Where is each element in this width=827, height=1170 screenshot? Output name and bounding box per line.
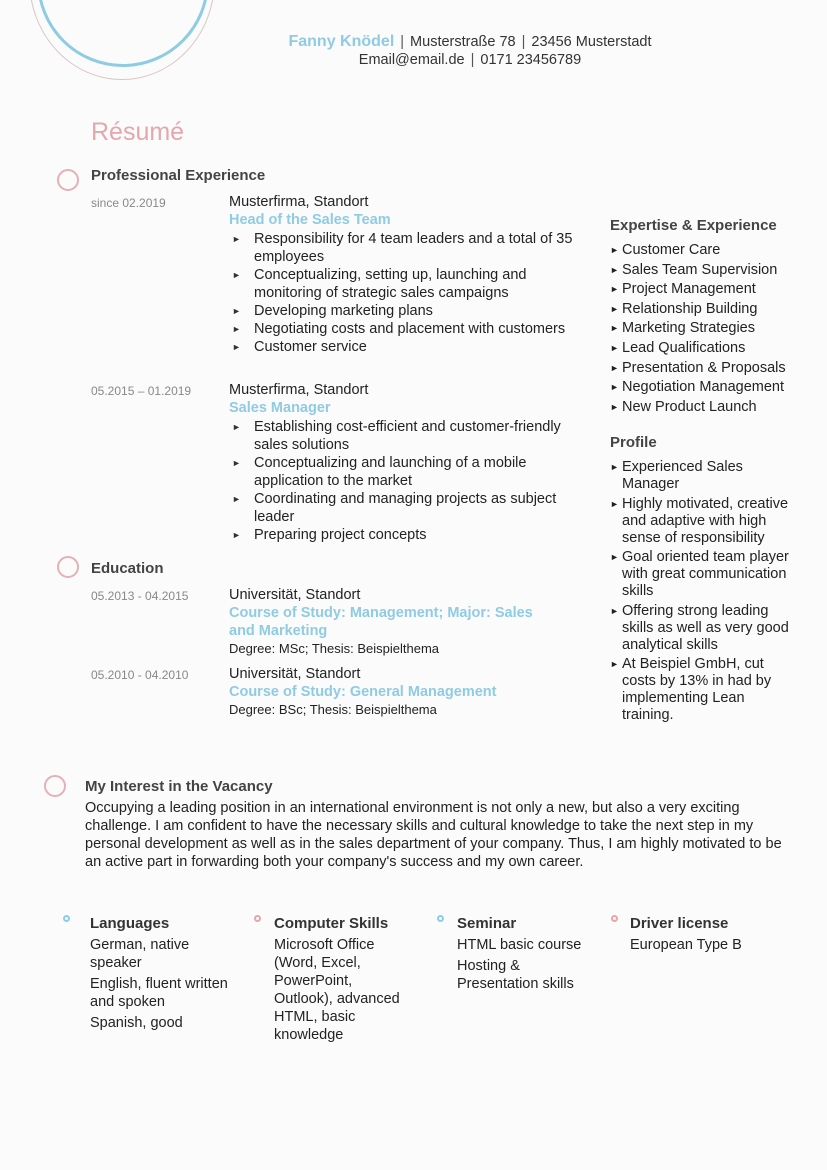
document-title: Résumé	[91, 118, 185, 146]
arrow-icon: ►	[232, 530, 241, 540]
list-item: ► Experienced Sales Manager	[610, 459, 743, 492]
arrow-icon: ►	[610, 605, 619, 616]
interest-heading: My Interest in the Vacancy	[85, 778, 273, 795]
applicant-name: Fanny Knödel	[288, 33, 395, 50]
arrow-icon: ►	[610, 659, 619, 670]
education-entry	[229, 665, 559, 719]
list-item: German, native speaker	[90, 937, 190, 971]
list-item: ► At Beispiel GmbH, cut costs by 13% in had by implementing Lean training.	[610, 656, 772, 724]
arrow-icon: ►	[232, 342, 241, 352]
bullet-dot-icon	[437, 915, 444, 922]
email: Email@email.de	[358, 52, 465, 68]
course: Course of Study: General Management	[229, 684, 497, 700]
arrow-icon: ►	[232, 422, 241, 432]
education-heading: Education	[91, 560, 164, 577]
arrow-icon: ►	[610, 342, 619, 353]
arrow-icon: ►	[610, 382, 619, 393]
separator: |	[470, 52, 475, 68]
list-item: ► Customer service	[232, 339, 367, 355]
degree: Degree: MSc; Thesis: Beispielthema	[229, 641, 440, 656]
arrow-icon: ►	[232, 234, 241, 244]
list-item: ► Sales Team Supervision	[610, 261, 778, 278]
expertise-heading: Expertise & Experience	[610, 217, 777, 234]
arrow-icon: ►	[232, 494, 241, 504]
role: Sales Manager	[229, 400, 331, 416]
arrow-icon: ►	[610, 552, 619, 563]
experience-heading: Professional Experience	[91, 167, 266, 184]
list-item: HTML, basic knowledge	[274, 1009, 356, 1043]
expertise-section	[610, 217, 800, 418]
entry-date: 05.2015 – 01.2019	[91, 384, 192, 398]
arrow-icon: ►	[610, 362, 619, 373]
list-item: ► Establishing cost-efficient and customer-friendly sales solutions	[232, 419, 561, 453]
arrow-icon: ►	[610, 401, 619, 412]
list-item: ► Negotiating costs and placement with customers	[232, 321, 566, 337]
seminar-heading: Seminar	[457, 915, 517, 932]
list-item: ► New Product Launch	[610, 398, 757, 415]
arrow-icon: ►	[610, 323, 619, 334]
education-entry	[229, 586, 559, 658]
arrow-icon: ►	[610, 284, 619, 295]
section-ring-icon	[57, 169, 79, 191]
experience-entry	[229, 381, 574, 544]
list-item: ► Relationship Building	[610, 300, 758, 317]
course: Course of Study: Management; Major: Sales and Marketing	[229, 605, 533, 639]
languages-heading: Languages	[90, 915, 170, 932]
degree: Degree: BSc; Thesis: Beispielthema	[229, 702, 437, 717]
list-item: ► Conceptualizing, setting up, launching and monitoring of strategic sales campaigns	[232, 267, 527, 301]
school: Universität, Standort	[229, 587, 361, 603]
list-item: ► Offering strong leading skills as well as very good analytical skills	[610, 602, 789, 653]
list-item: HTML basic course	[457, 937, 582, 953]
list-item: ► Conceptualizing and launching of a mobile application to the market	[232, 455, 527, 489]
arrow-icon: ►	[610, 264, 619, 275]
list-item: ► Presentation & Proposals	[610, 359, 786, 376]
languages-column	[90, 915, 235, 1035]
arrow-icon: ►	[610, 245, 619, 255]
section-ring-icon	[44, 775, 66, 797]
list-item: ► Goal oriented team player with great communication skills	[610, 549, 789, 600]
school: Universität, Standort	[229, 666, 361, 682]
city: 23456 Musterstadt	[531, 34, 652, 50]
street: Musterstraße 78	[410, 34, 516, 50]
list-item: ► Customer Care	[610, 242, 721, 258]
contact-line-1	[200, 33, 740, 51]
entry-date: 05.2010 - 04.2010	[91, 668, 189, 682]
company: Musterfirma, Standort	[229, 194, 369, 210]
seminar-column	[457, 915, 597, 996]
arrow-icon: ►	[232, 270, 241, 280]
list-item: Spanish, good	[90, 1015, 183, 1031]
list-item: ► Preparing project concepts	[232, 527, 427, 543]
computer-skills-column	[274, 915, 409, 1044]
list-item: ► Negotiation Management	[610, 379, 785, 396]
interest-text: Occupying a leading position in an international environment is not only a new, but also a very exciting challenge. I am confident to have the necessary skills and cultural knowledge to take the next step in my personal development as well as in the sales department of your company. Thus, I am highly motivated to be an active part in forwarding both your company's success and my own career.	[85, 800, 782, 870]
list-item: Hosting & Presentation skills	[457, 958, 574, 992]
bullet-dot-icon	[63, 915, 70, 922]
phone: 0171 23456789	[480, 52, 582, 68]
arrow-icon: ►	[610, 303, 619, 314]
entry-date: 05.2013 - 04.2015	[91, 589, 189, 603]
list-item: English, fluent written and spoken	[90, 976, 228, 1010]
list-item: ► Coordinating and managing projects as subject leader	[232, 491, 557, 525]
profile-section	[610, 434, 800, 727]
list-item: ► Highly motivated, creative and adaptive with high sense of responsibility	[610, 495, 789, 546]
company: Musterfirma, Standort	[229, 382, 369, 398]
separator: |	[400, 34, 405, 50]
bullet-dot-icon	[611, 915, 618, 922]
separator: |	[521, 34, 526, 50]
entry-date: since 02.2019	[91, 196, 166, 210]
list-item: ► Marketing Strategies	[610, 320, 755, 337]
list-item: ► Lead Qualifications	[610, 339, 746, 356]
list-item: ► Developing marketing plans	[232, 303, 433, 319]
computer-skills-heading: Computer Skills	[274, 915, 389, 932]
arrow-icon: ►	[232, 306, 241, 316]
arrow-icon: ►	[232, 458, 241, 468]
section-ring-icon	[57, 556, 79, 578]
list-item: ► Project Management	[610, 281, 756, 298]
list-item: ► Responsibility for 4 team leaders and a total of 35 employees	[232, 231, 573, 265]
role: Head of the Sales Team	[229, 212, 391, 228]
experience-entry	[229, 193, 574, 356]
driver-license-column	[630, 915, 780, 957]
list-item: European Type B	[630, 937, 742, 953]
arrow-icon: ►	[232, 324, 241, 334]
contact-line-2	[200, 52, 740, 68]
arrow-icon: ►	[610, 498, 619, 509]
profile-heading: Profile	[610, 434, 657, 451]
bullet-dot-icon	[254, 915, 261, 922]
arrow-icon: ►	[610, 462, 619, 472]
driver-license-heading: Driver license	[630, 915, 729, 932]
list-item: Microsoft Office (Word, Excel, PowerPoint, Outlook), advanced	[274, 937, 400, 1007]
